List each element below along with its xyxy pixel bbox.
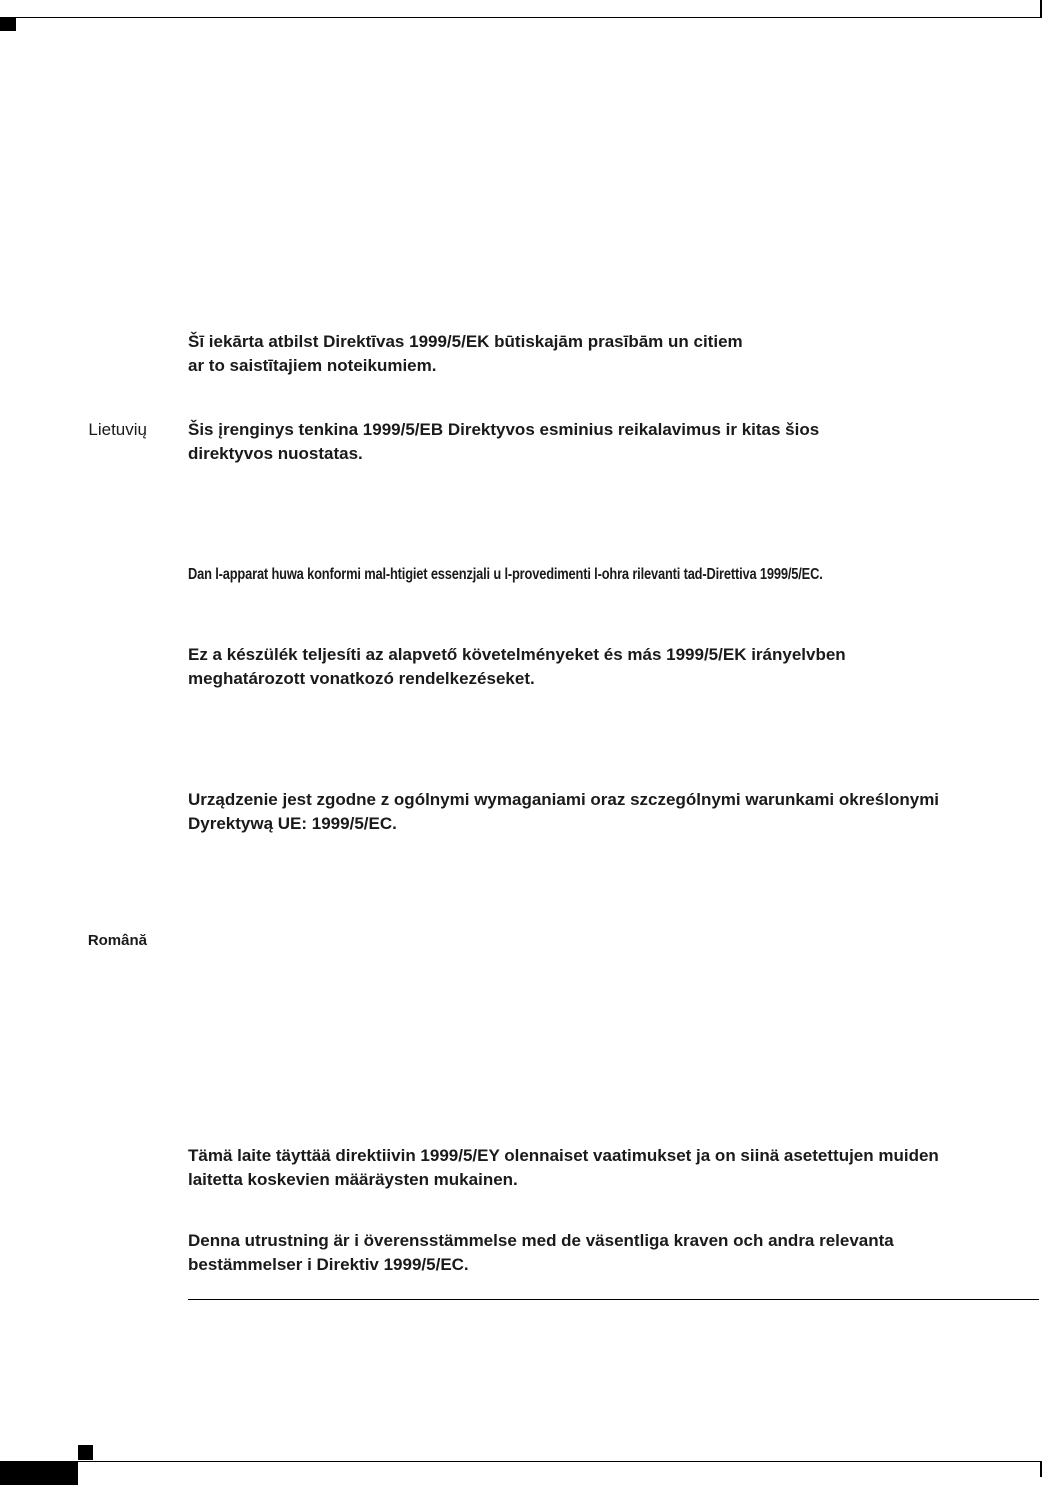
- header-rule: [0, 17, 1040, 18]
- polish-statement: [188, 788, 939, 836]
- lithuanian-statement-line-1: Šis įrenginys tenkina 1999/5/EB Direktyvos esminius reikalavimus ir kitas šios: [188, 420, 820, 439]
- swedish-statement: [188, 1229, 894, 1277]
- footer-page-block: [0, 1461, 78, 1485]
- hungarian-statement-line-2: meghatározott vonatkozó rendelkezéseket.: [188, 669, 535, 688]
- finnish-statement: [188, 1144, 939, 1192]
- latvian-statement: [188, 330, 743, 378]
- polish-statement-line-1: Urządzenie jest zgodne z ogólnymi wymaganiami oraz szczególnymi warunkami określonymi: [188, 790, 940, 809]
- language-label-lithuanian: Lietuvių: [88, 420, 147, 439]
- lithuanian-statement: [188, 418, 819, 466]
- latvian-statement-line-1: Šī iekārta atbilst Direktīvas 1999/5/EK būtiskajām prasībām un citiem: [188, 332, 743, 351]
- polish-statement-line-2: Dyrektywą UE: 1999/5/EC.: [188, 814, 397, 833]
- latvian-statement-line-2: ar to saistītajiem noteikumiem.: [188, 356, 437, 375]
- header-crop-mark: [1040, 0, 1042, 18]
- footer-square-mark: [78, 1445, 93, 1460]
- swedish-statement-line-1: Denna utrustning är i överensstämmelse med de väsentliga kraven och andra relevanta: [188, 1231, 894, 1250]
- language-label-romanian: Română: [87, 932, 147, 949]
- maltese-statement-line-1: Dan l-apparat huwa konformi mal-htigiet essenzjali u l-provedimenti l-ohra rilevanti tad-Direttiva 1999/5/EC.: [188, 566, 823, 583]
- hungarian-statement-line-1: Ez a készülék teljesíti az alapvető követelményeket és más 1999/5/EK irányelvben: [188, 645, 846, 664]
- header-corner-mark: [0, 18, 16, 31]
- content-end-rule: [188, 1299, 1039, 1300]
- footer-rule: [0, 1461, 1040, 1462]
- lithuanian-statement-line-2: direktyvos nuostatas.: [188, 444, 363, 463]
- finnish-statement-line-2: laitetta koskevien määräysten mukainen.: [188, 1170, 518, 1189]
- maltese-statement: [188, 563, 823, 587]
- footer-crop-mark: [1040, 1461, 1042, 1477]
- finnish-statement-line-1: Tämä laite täyttää direktiivin 1999/5/EY olennaiset vaatimukset ja on siinä asetettujen muiden: [188, 1146, 939, 1165]
- swedish-statement-line-2: bestämmelser i Direktiv 1999/5/EC.: [188, 1255, 469, 1274]
- hungarian-statement: [188, 643, 846, 691]
